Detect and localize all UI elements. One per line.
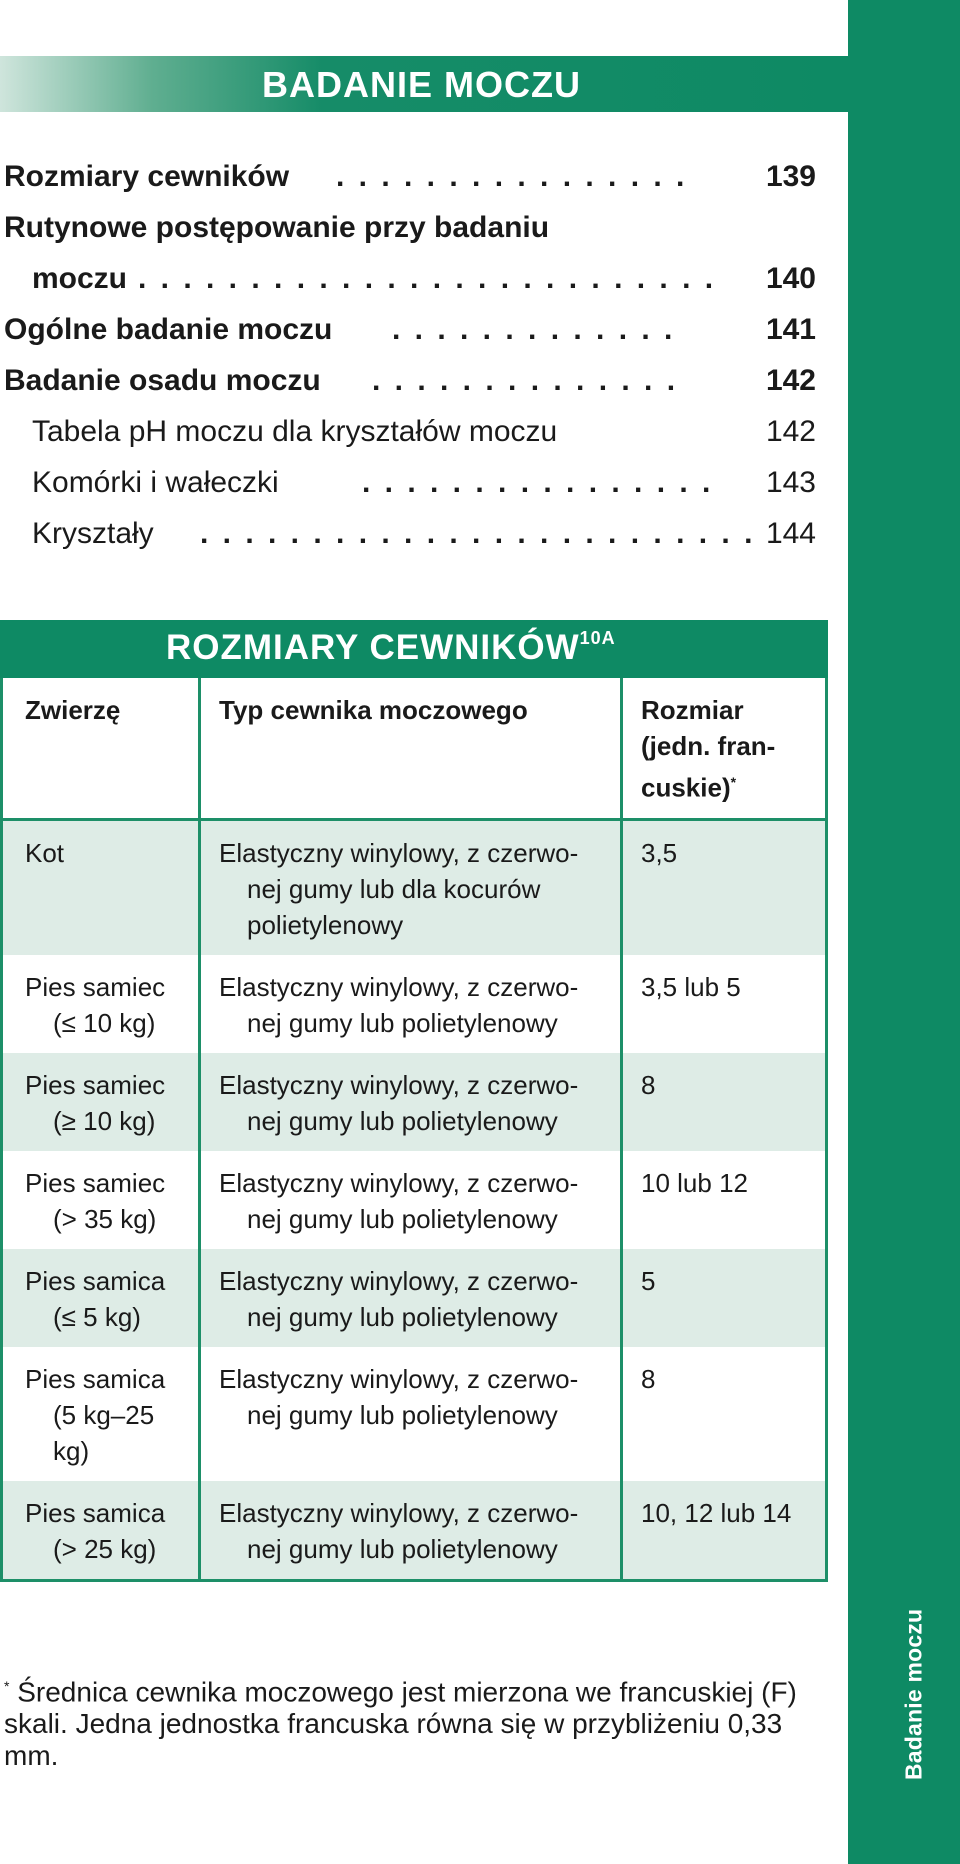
table-title-text: ROZMIARY CEWNIKÓW [166, 628, 580, 667]
catheter-type-cell [201, 1151, 623, 1249]
size-cell-line: 3,5 [641, 837, 678, 868]
table-of-contents [0, 160, 820, 568]
catheter-type-cell-line: Elastyczny winylowy, z czerwo- [219, 971, 579, 1002]
toc-leader-dots: . . . . . . . . . . . . . . [372, 364, 679, 397]
animal-cell [3, 1151, 201, 1249]
size-cell-line: 3,5 lub 5 [641, 971, 741, 1002]
catheter-type-cell [201, 1053, 623, 1151]
animal-cell [3, 1481, 201, 1579]
toc-entry-title: Tabela pH moczu dla kryształów moczu [32, 415, 558, 448]
size-cell-line: 8 [641, 1363, 656, 1394]
animal-cell-line: Pies samiec [25, 971, 166, 1002]
toc-leader-dots: . . . . . . . . . . . . . . . . . . . . . . . . . [200, 517, 756, 550]
catheter-type-cell-line: Elastyczny winylowy, z czerwo- [219, 1069, 579, 1100]
toc-entry-page: 140 [765, 262, 816, 295]
header-animal-text: Zwierzę [25, 695, 121, 725]
catheter-type-cell-line: Elastyczny winylowy, z czerwo- [219, 1363, 579, 1394]
toc-entry-page: 142 [765, 415, 816, 448]
catheter-type-cell-line: polietylenowy [247, 909, 404, 940]
header-size [623, 678, 825, 818]
catheter-type-cell-line: Elastyczny winylowy, z czerwo- [219, 1167, 579, 1198]
toc-entry-page: 142 [765, 364, 816, 397]
toc-entry-page: 139 [765, 160, 816, 193]
animal-cell [3, 1347, 201, 1481]
footnote-text: Średnica cewnika moczowego jest mierzona we francuskiej (F) skali. Jedna jednostka francuska równa się w przybliżeniu 0,33 mm. [4, 1676, 797, 1772]
animal-cell-line: Pies samica [25, 1497, 166, 1528]
size-cell-line: 8 [641, 1069, 656, 1100]
size-cell [623, 821, 825, 955]
table-grid [3, 678, 825, 1579]
toc-entry[interactable] [0, 211, 820, 262]
toc-entry[interactable] [0, 466, 820, 517]
catheter-type-cell [201, 955, 623, 1053]
catheter-type-cell [201, 821, 623, 955]
animal-cell-line: Kot [25, 837, 65, 868]
catheter-size-table [0, 620, 828, 1582]
animal-cell [3, 1249, 201, 1347]
size-cell-line: 10 lub 12 [641, 1167, 748, 1198]
header-size-line: cuskie) [641, 772, 731, 803]
catheter-type-cell [201, 1347, 623, 1481]
catheter-type-cell-line: nej gumy lub polietylenowy [247, 1203, 558, 1234]
animal-cell-line: (≤ 5 kg) [53, 1301, 141, 1332]
animal-cell-line: (≥ 10 kg) [53, 1105, 156, 1136]
toc-leader-dots: . . . . . . . . . . . . . . . . . . . . . . . . . . [138, 262, 717, 295]
table-row [3, 1151, 825, 1249]
size-cell [623, 1053, 825, 1151]
table-row [3, 1053, 825, 1151]
table-row [3, 1249, 825, 1347]
header-animal [3, 678, 201, 818]
table-title [166, 628, 616, 668]
table-row [3, 955, 825, 1053]
catheter-type-cell-line: nej gumy lub polietylenowy [247, 1533, 558, 1564]
table-row [3, 1481, 825, 1579]
toc-entry[interactable] [0, 517, 820, 568]
toc-entry-title: Kryształy [32, 517, 154, 550]
toc-leader-dots: . . . . . . . . . . . . . [392, 313, 676, 346]
catheter-type-cell-line: Elastyczny winylowy, z czerwo- [219, 837, 579, 868]
toc-entry[interactable] [0, 262, 820, 313]
table-header-row [3, 678, 825, 821]
animal-cell-line: (> 25 kg) [53, 1533, 157, 1564]
footnote-marker: * [4, 1678, 10, 1694]
toc-entry[interactable] [0, 313, 820, 364]
animal-cell [3, 821, 201, 955]
animal-cell-line: (5 kg–25 [53, 1399, 155, 1430]
catheter-type-cell-line: nej gumy lub dla kocurów [247, 873, 541, 904]
table-row [3, 821, 825, 955]
animal-cell-line: (> 35 kg) [53, 1203, 157, 1234]
table-title-reference: 10A [579, 628, 616, 649]
toc-entry[interactable] [0, 364, 820, 415]
header-size-line: Rozmiar [641, 695, 744, 725]
catheter-type-cell-line: nej gumy lub polietylenowy [247, 1301, 558, 1332]
animal-cell-line: Pies samiec [25, 1167, 166, 1198]
toc-leader-dots: . . . . . . . . . . . . . . . . [362, 466, 714, 499]
animal-cell-line: Pies samiec [25, 1069, 166, 1100]
toc-entry-title: moczu [32, 262, 128, 295]
toc-entry-page: 141 [765, 313, 816, 346]
animal-cell [3, 955, 201, 1053]
catheter-type-cell-line: Elastyczny winylowy, z czerwo- [219, 1497, 579, 1528]
section-header [0, 56, 848, 112]
header-type [201, 678, 623, 818]
animal-cell-line: (≤ 10 kg) [53, 1007, 156, 1038]
catheter-type-cell-line: nej gumy lub polietylenowy [247, 1105, 558, 1136]
toc-entry-title: Komórki i wałeczki [32, 466, 279, 499]
animal-cell-line: Pies samica [25, 1265, 166, 1296]
header-size-line: (jedn. fran- [641, 731, 776, 761]
toc-entry[interactable] [0, 415, 820, 466]
size-cell [623, 955, 825, 1053]
catheter-type-cell-line: nej gumy lub polietylenowy [247, 1007, 558, 1038]
animal-cell [3, 1053, 201, 1151]
size-cell [623, 1249, 825, 1347]
catheter-type-cell-line: nej gumy lub polietylenowy [247, 1399, 558, 1430]
toc-leader-dots: . . . . . . . . . . . . . . . . [336, 160, 688, 193]
catheter-type-cell [201, 1481, 623, 1579]
side-tab [848, 0, 960, 1864]
size-cell-line: 10, 12 lub 14 [641, 1497, 792, 1528]
size-cell [623, 1347, 825, 1481]
animal-cell-line: Pies samica [25, 1363, 166, 1394]
size-cell [623, 1481, 825, 1579]
table-row [3, 1347, 825, 1481]
toc-entry-page: 143 [765, 466, 816, 499]
toc-entry-title: Badanie osadu moczu [4, 364, 321, 397]
toc-entry-title: Ogólne badanie moczu [4, 313, 333, 346]
size-cell [623, 1151, 825, 1249]
toc-entry-title: Rutynowe postępowanie przy badaniu [4, 211, 550, 244]
toc-entry-page: 144 [765, 517, 816, 550]
size-cell-line: 5 [641, 1265, 656, 1296]
header-type-text: Typ cewnika moczowego [219, 695, 528, 725]
toc-entry-title: Rozmiary cewników [4, 160, 290, 193]
animal-cell-line: kg) [53, 1435, 90, 1466]
catheter-type-cell-line: Elastyczny winylowy, z czerwo- [219, 1265, 579, 1296]
side-tab-label: Badanie moczu [900, 1608, 927, 1780]
footnote [4, 1670, 824, 1772]
catheter-type-cell [201, 1249, 623, 1347]
section-title: BADANIE MOCZU [262, 64, 581, 105]
table-title-bar [0, 620, 828, 678]
toc-entry[interactable] [0, 160, 820, 211]
footnote-marker: * [730, 774, 737, 790]
